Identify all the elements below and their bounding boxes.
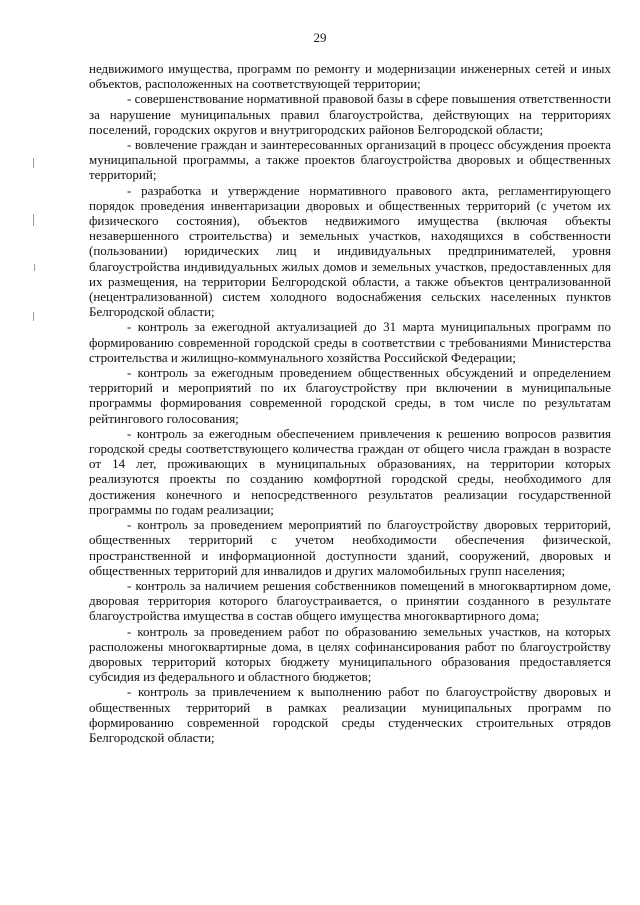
scan-artifact xyxy=(33,214,34,226)
paragraph: - совершенствование нормативной правовой базы в сфере повышения ответственности за нарушение муниципальных правил благоустройства, действующих на территориях поселений, городских округов и внутригородских районов Белгородской области; xyxy=(89,91,611,137)
paragraph: - контроль за проведением работ по образованию земельных участков, на которых расположены многоквартирные дома, в целях софинансирования работ по благоустройству дворовых территорий которых бюджету муниципального образования предоставляется субсидия из федерального и областного бюджетов; xyxy=(89,623,611,685)
page-number: 29 xyxy=(313,30,327,45)
scan-artifact xyxy=(33,312,34,321)
paragraph: - контроль за проведением мероприятий по благоустройству дворовых территорий, общественных территорий с учетом необходимости обеспечения физической, пространственной и информационной доступности зданий, сооружений, дворовых и общественных территорий для инвалидов и других маломобильных групп населения; xyxy=(89,517,611,578)
scan-artifact xyxy=(34,264,35,271)
paragraph: - контроль за ежегодным обеспечением привлечения к решению вопросов развития городской среды соответствующего количества граждан от общего числа граждан в возрасте от 14 лет, проживающих в муниципальных образованиях, на территории которых реализуются проекты по созданию комфортной городской среды, необходимого для достижения конечного и непосредственного результатов реализации государственной программы по годам реализации; xyxy=(89,425,611,517)
paragraph: - контроль за наличием решения собственников помещений в многоквартирном доме, дворовая территория которого благоустраивается, о принятии созданного в результате благоустройства имущества в состав общего имущества многоквартирного дома; xyxy=(89,577,611,624)
paragraph: - вовлечение граждан и заинтересованных организаций в процесс обсуждения проекта муниципальной программы, а также проектов благоустройства дворовых и общественных территорий; xyxy=(89,137,611,183)
paragraph: - контроль за ежегодным проведением общественных обсуждений и определением территорий и мероприятий по их благоустройству при включении в муниципальные программы формирования современной городской среды, в том числе по результатам рейтингового голосования; xyxy=(89,365,611,426)
paragraph: - разработка и утверждение нормативного правового акта, регламентирующего порядок проведения инвентаризации дворовых и общественных территорий (с учетом их физического состояния), объектов недвижимого имущества (включая объекты незавершенного строительства) и земельных участков, находящихся в собственности (пользовании) юридических лиц и индивидуальных предпринимателей, уровня благоустройства индивидуальных жилых домов и земельных участков, предоставленных для их размещения, на территории Белгородской области, а также объектов централизованной (нецентрализованной) систем холодного водоснабжения сельских населенных пунктов Белгородской области; xyxy=(89,182,611,320)
paragraph: недвижимого имущества, программ по ремонту и модернизации инженерных сетей и иных объектов, расположенных на соответствующей территории; xyxy=(89,61,611,92)
body-text xyxy=(89,61,611,745)
scan-artifact xyxy=(33,158,34,168)
paragraph: - контроль за привлечением к выполнению работ по благоустройству дворовых и общественных территорий в рамках реализации муниципальных программ по формированию современной городской среды студенческих строительных отрядов Белгородской области; xyxy=(89,684,611,745)
paragraph: - контроль за ежегодной актуализацией до 31 марта муниципальных программ по формированию современной городской среды в соответствии с требованиями Министерства строительства и жилищно-коммунального хозяйства Российской Федерации; xyxy=(89,319,611,365)
